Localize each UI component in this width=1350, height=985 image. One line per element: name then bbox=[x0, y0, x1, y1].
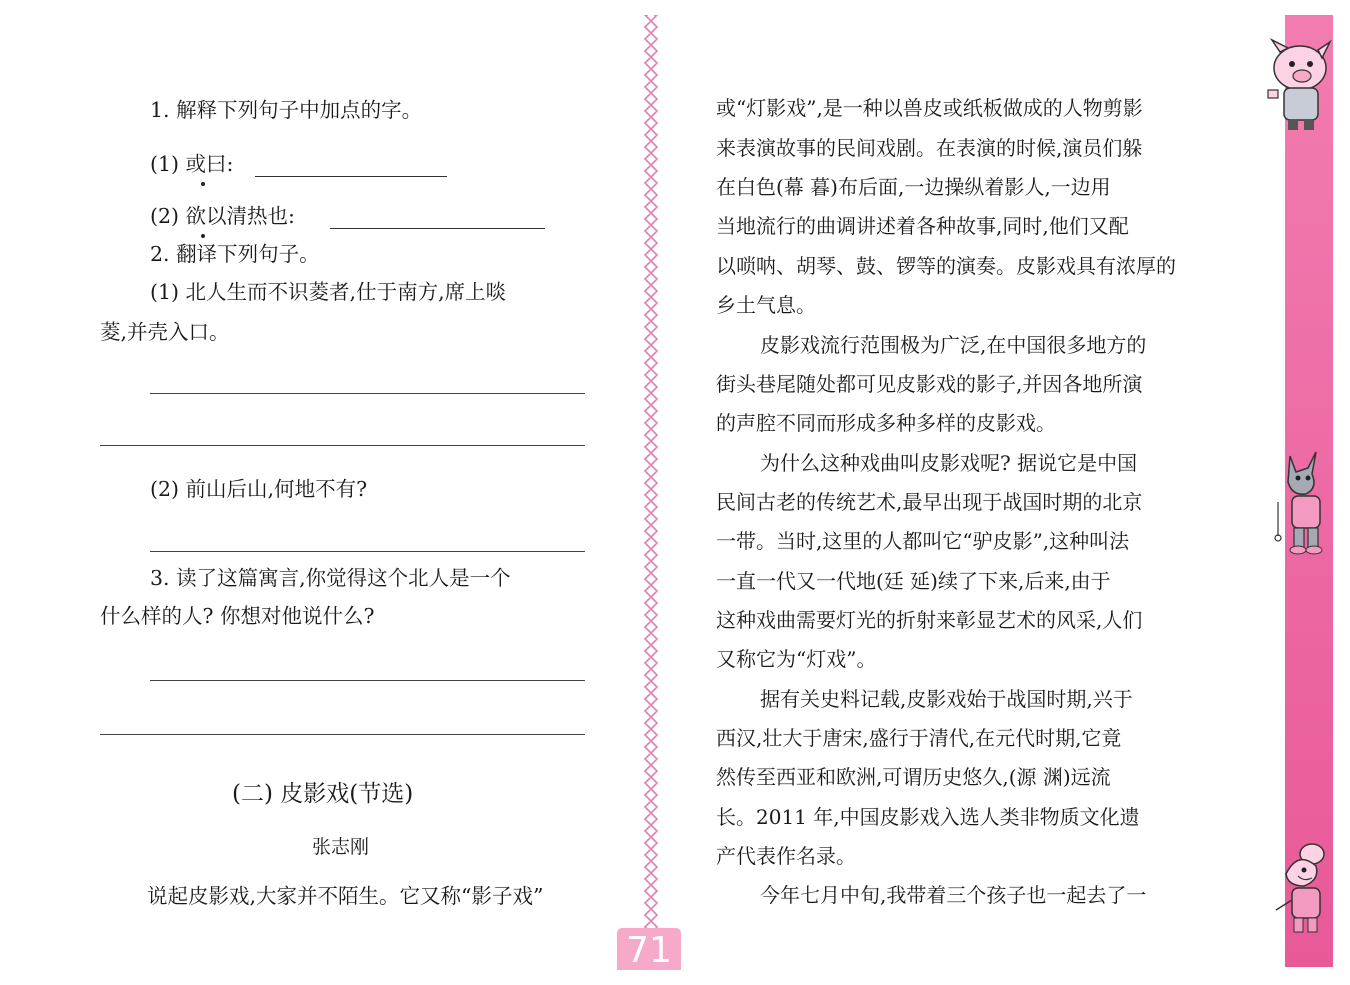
paragraph-line: 来表演故事的民间戏剧。在表演的时候,演员们躲 bbox=[716, 136, 1143, 160]
paragraph-line: 街头巷尾随处都可见皮影戏的影子,并因各地所演 bbox=[716, 372, 1143, 396]
answer-blank-1-1[interactable] bbox=[255, 156, 447, 177]
paragraph-line: 据有关史料记载,皮影戏始于战国时期,兴于 bbox=[760, 687, 1133, 711]
paragraph-line: 长。2011 年,中国皮影戏入选人类非物质文化遗 bbox=[716, 805, 1140, 829]
question-2-1-line2: 菱,并壳入口。 bbox=[100, 320, 230, 344]
answer-line[interactable] bbox=[150, 393, 585, 394]
page-number: 71 bbox=[626, 930, 672, 971]
question-1-1 bbox=[150, 152, 233, 176]
paragraph-line: 在白色(幕 暮)布后面,一边操纵着影人,一边用 bbox=[716, 175, 1111, 199]
answer-line[interactable] bbox=[150, 551, 585, 552]
paragraph-line: 一带。当时,这里的人都叫它“驴皮影”,这种叫法 bbox=[716, 529, 1130, 553]
mouse-character-icon bbox=[1268, 840, 1338, 940]
question-2-1-line1: (1) 北人生而不识菱者,仕于南方,席上啖 bbox=[150, 280, 507, 304]
question-1-1-label: (1) 或曰: bbox=[150, 152, 234, 176]
paragraph-line: 又称它为“灯戏”。 bbox=[716, 647, 877, 671]
paragraph-line: 以唢呐、胡琴、鼓、锣等的演奏。皮影戏具有浓厚的 bbox=[716, 254, 1176, 278]
question-2-title: 2. 翻译下列句子。 bbox=[150, 242, 320, 266]
page-fold-decoration bbox=[640, 15, 662, 955]
question-1-2 bbox=[150, 204, 295, 228]
paragraph-line: 今年七月中旬,我带着三个孩子也一起去了一 bbox=[760, 883, 1147, 907]
paragraph-line: 乡土气息。 bbox=[716, 293, 816, 317]
question-2-2: (2) 前山后山,何地不有? bbox=[150, 477, 368, 501]
question-1-2-label: (2) 欲以清热也: bbox=[150, 204, 295, 228]
answer-blank-1-2[interactable] bbox=[330, 208, 545, 229]
question-1-title: 1. 解释下列句子中加点的字。 bbox=[150, 98, 423, 122]
emphasis-dot bbox=[193, 226, 213, 230]
question-3-line2: 什么样的人? 你想对他说什么? bbox=[100, 604, 375, 628]
emphasis-dot bbox=[193, 174, 213, 178]
intro-paragraph-line: 说起皮影戏,大家并不陌生。它又称“影子戏” bbox=[147, 884, 544, 908]
author-name: 张志刚 bbox=[312, 836, 370, 858]
pig-character-icon bbox=[1258, 38, 1338, 133]
answer-line[interactable] bbox=[150, 680, 585, 681]
paragraph-line: 一直一代又一代地(廷 延)续了下来,后来,由于 bbox=[716, 569, 1111, 593]
answer-line[interactable] bbox=[100, 734, 585, 735]
paragraph-line: 西汉,壮大于唐宋,盛行于清代,在元代时期,它竟 bbox=[716, 726, 1122, 750]
question-3-line1: 3. 读了这篇寓言,你觉得这个北人是一个 bbox=[150, 566, 511, 590]
paragraph-line: 这种戏曲需要灯光的折射来彰显艺术的风采,人们 bbox=[716, 608, 1143, 632]
paragraph-line: 当地流行的曲调讲述着各种故事,同时,他们又配 bbox=[716, 214, 1129, 238]
paragraph-line: 为什么这种戏曲叫皮影戏呢? 据说它是中国 bbox=[760, 451, 1138, 475]
answer-line[interactable] bbox=[100, 445, 585, 446]
paragraph-line: 产代表作名录。 bbox=[716, 844, 856, 868]
paragraph-line: 然传至西亚和欧洲,可谓历史悠久,(源 渊)远流 bbox=[716, 765, 1111, 789]
paragraph-line: 或“灯影戏”,是一种以兽皮或纸板做成的人物剪影 bbox=[716, 96, 1143, 120]
page-number-tab bbox=[617, 928, 681, 970]
paragraph-line: 的声腔不同而形成多种多样的皮影戏。 bbox=[716, 411, 1056, 435]
section-title: (二) 皮影戏(节选) bbox=[232, 781, 414, 807]
wolf-character-icon bbox=[1268, 448, 1338, 556]
paragraph-line: 皮影戏流行范围极为广泛,在中国很多地方的 bbox=[760, 333, 1147, 357]
paragraph-line: 民间古老的传统艺术,最早出现于战国时期的北京 bbox=[716, 490, 1143, 514]
